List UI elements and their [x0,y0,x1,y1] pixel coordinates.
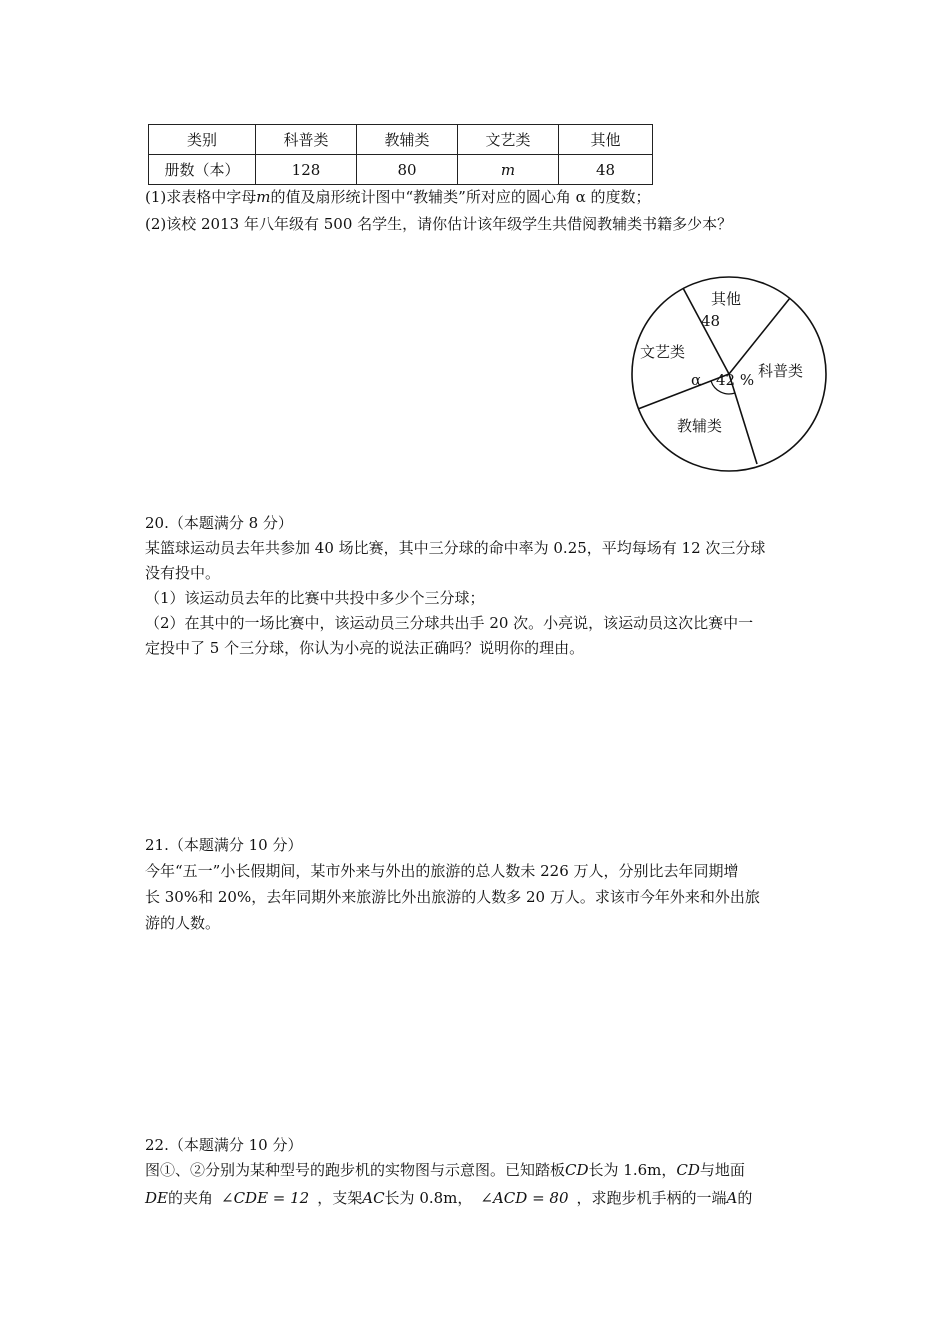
q22-angle-cde: ∠CDE = 12 [221,1189,310,1207]
q20-line1: 某篮球运动员去年共参加 40 场比赛，其中三分球的命中率为 0.25，平均每场有 12 次三分球 [145,539,766,557]
q20-title: 20.（本题满分 8 分） [145,514,293,532]
q20-line3: （1）该运动员去年的比赛中共投中多少个三分球； [145,589,485,607]
q21-line3: 游的人数。 [145,914,221,932]
table-row [149,155,653,185]
q22-text: 的夹角 [167,1189,213,1207]
table-cell: m [458,155,559,185]
pie-alpha-label: α [691,371,702,389]
table-cell: 册数（本） [149,155,256,185]
q22-angle-acd: ∠ACD = 80 [480,1189,569,1207]
pie-percent-label: 42 % [716,371,755,389]
q22-text: ，支架 [317,1189,363,1207]
q22-text: 的 [737,1189,753,1207]
q22-line1 [145,1159,745,1181]
q22-line2 [145,1187,752,1209]
q22-text: 长为 0.8m， [384,1189,473,1207]
q21-title: 21.（本题满分 10 分） [145,836,303,854]
q22-text: ，求跑步机手柄的一端 [576,1189,727,1207]
q22-title: 22.（本题满分 10 分） [145,1136,303,1154]
q22-point-a: A [726,1189,738,1207]
pie-label-tutoring: 教辅类 [677,417,723,435]
q22-text: 图①、②分别为某种型号的跑步机的实物图与示意图。已知踏板 [145,1161,566,1179]
table-cell: 128 [256,155,357,185]
q19-part1-text: (1)求表格中字母 [145,188,257,206]
q21-line1: 今年“五一”小长假期间，某市外来与外出的旅游的总人数未 226 万人，分别比去年同期增 [145,862,739,880]
table-cell: 类别 [149,125,256,155]
q22-segment-cd: CD [565,1161,589,1179]
q22-segment-cd: CD [676,1161,700,1179]
table-cell: 48 [559,155,653,185]
q19-part2: (2)该校 2013 年八年级有 500 名学生，请你估计该年级学生共借阅教辅类书籍多少本？ [145,215,733,233]
table-cell: 科普类 [256,125,357,155]
pie-label-arts: 文艺类 [640,343,686,361]
q22-segment-de: DE [145,1189,168,1207]
pie-label-other: 其他 [711,290,742,308]
q20-line4: （2）在其中的一场比赛中，该运动员三分球共出手 20 次。小亮说，该运动员这次比赛中一 [145,614,754,632]
q22-segment-ac: AC [362,1189,385,1207]
q19-part1 [145,186,651,208]
q20-line5: 定投中了 5 个三分球，你认为小亮的说法正确吗？说明你的理由。 [145,639,585,657]
q22-text: 长为 1.6m， [588,1161,677,1179]
table-cell: 教辅类 [357,125,458,155]
q21-line2: 长 30%和 20%，去年同期外来旅游比外出旅游的人数多 20 万人。求该市今年外来和外出旅 [145,888,760,906]
pie-label-science: 科普类 [758,362,804,380]
table-header-row [149,125,653,155]
table-cell: 其他 [559,125,653,155]
table-cell: 文艺类 [458,125,559,155]
q20-line2: 没有投中。 [145,564,221,582]
stats-table [148,124,653,185]
table-cell: 80 [357,155,458,185]
q19-part1-text-rest: 的值及扇形统计图中“教辅类”所对应的圆心角 α 的度数； [270,188,651,206]
q19-variable-m: m [256,188,271,206]
pie-value-other: 48 [701,312,721,330]
q22-text: 与地面 [699,1161,745,1179]
pie-chart [620,270,840,480]
